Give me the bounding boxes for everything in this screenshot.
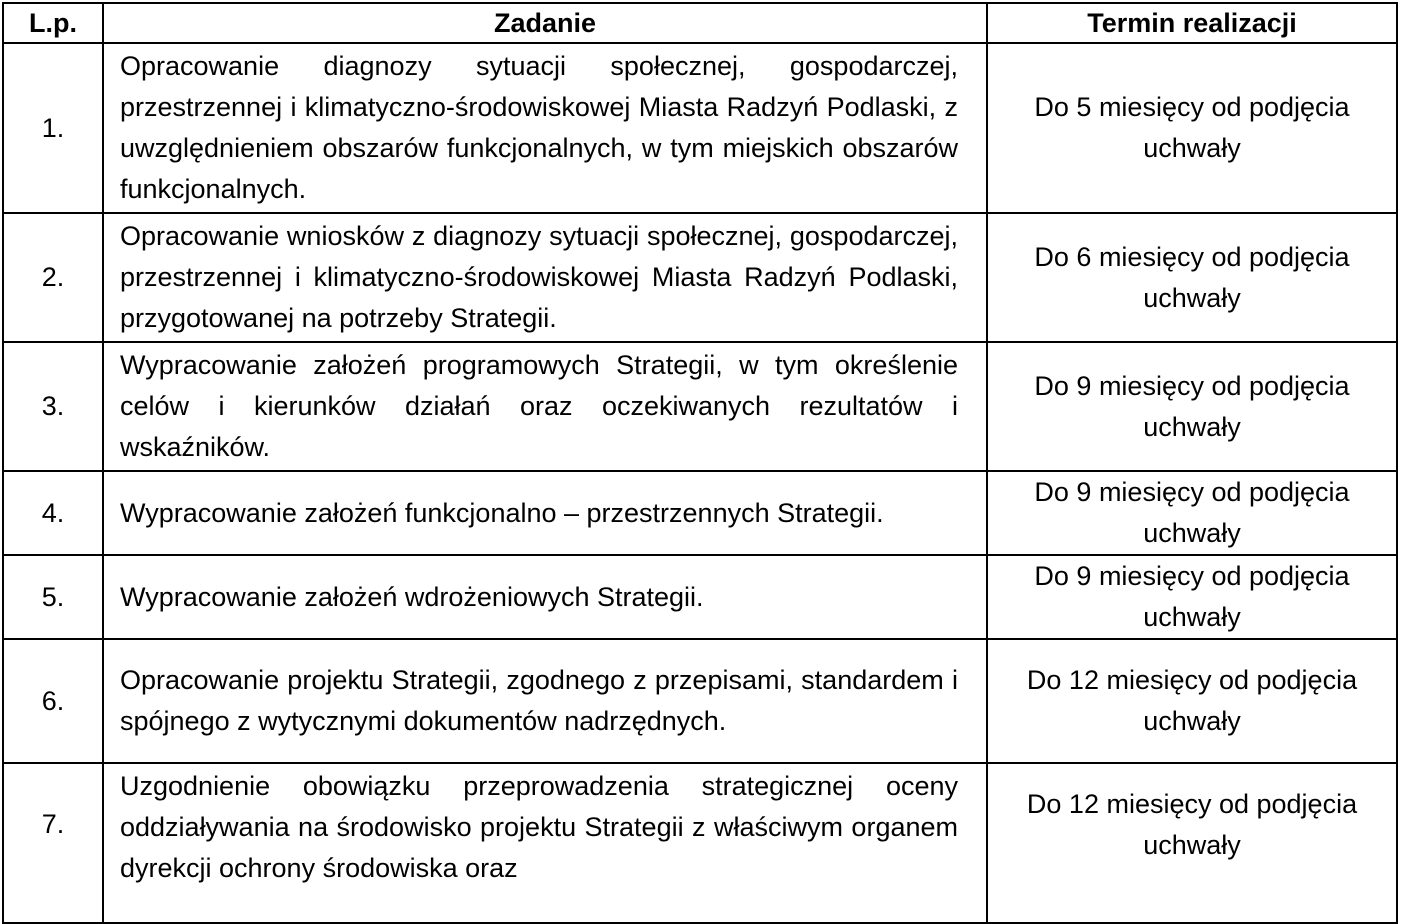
row-term: Do 9 miesięcy od podjęcia uchwały (987, 471, 1397, 555)
row-number: 2. (3, 213, 103, 342)
row-task: Opracowanie wniosków z diagnozy sytuacji społecznej, gospodarczej, przestrzennej i klimatyczno-środowiskowej Miasta Radzyń Podlaski, przygotowanej na potrzeby Strategii. (103, 213, 987, 342)
row-number: 3. (3, 342, 103, 471)
row-number: 4. (3, 471, 103, 555)
table-header-row (3, 3, 1397, 43)
header-lp: L.p. (3, 3, 103, 43)
table-row (3, 213, 1397, 342)
row-term: Do 12 miesięcy od podjęcia uchwały (987, 763, 1397, 923)
header-task: Zadanie (103, 3, 987, 43)
row-task: Wypracowanie założeń funkcjonalno – przestrzennych Strategii. (103, 471, 987, 555)
row-number: 7. (3, 763, 103, 923)
tasks-table (2, 2, 1398, 924)
row-term: Do 12 miesięcy od podjęcia uchwały (987, 639, 1397, 763)
row-task: Opracowanie projektu Strategii, zgodnego z przepisami, standardem i spójnego z wytycznymi dokumentów nadrzędnych. (103, 639, 987, 763)
row-task: Uzgodnienie obowiązku przeprowadzenia strategicznej oceny oddziaływania na środowisko projektu Strategii z właściwym organem dyrekcji ochrony środowiska oraz (103, 763, 987, 923)
row-term: Do 5 miesięcy od podjęcia uchwały (987, 43, 1397, 213)
header-term: Termin realizacji (987, 3, 1397, 43)
row-number: 1. (3, 43, 103, 213)
row-term: Do 9 miesięcy od podjęcia uchwały (987, 555, 1397, 639)
row-task: Wypracowanie założeń programowych Strategii, w tym określenie celów i kierunków działań oraz oczekiwanych rezultatów i wskaźników. (103, 342, 987, 471)
table-row (3, 639, 1397, 763)
row-number: 6. (3, 639, 103, 763)
row-number: 5. (3, 555, 103, 639)
row-task: Opracowanie diagnozy sytuacji społecznej, gospodarczej, przestrzennej i klimatyczno-środowiskowej Miasta Radzyń Podlaski, z uwzględnieniem obszarów funkcjonalnych, w tym miejskich obszarów funkcjonalnych. (103, 43, 987, 213)
table-row (3, 555, 1397, 639)
table-row (3, 342, 1397, 471)
row-task: Wypracowanie założeń wdrożeniowych Strategii. (103, 555, 987, 639)
row-term: Do 6 miesięcy od podjęcia uchwały (987, 213, 1397, 342)
table-row (3, 763, 1397, 923)
row-term: Do 9 miesięcy od podjęcia uchwały (987, 342, 1397, 471)
table-row (3, 43, 1397, 213)
table-row (3, 471, 1397, 555)
